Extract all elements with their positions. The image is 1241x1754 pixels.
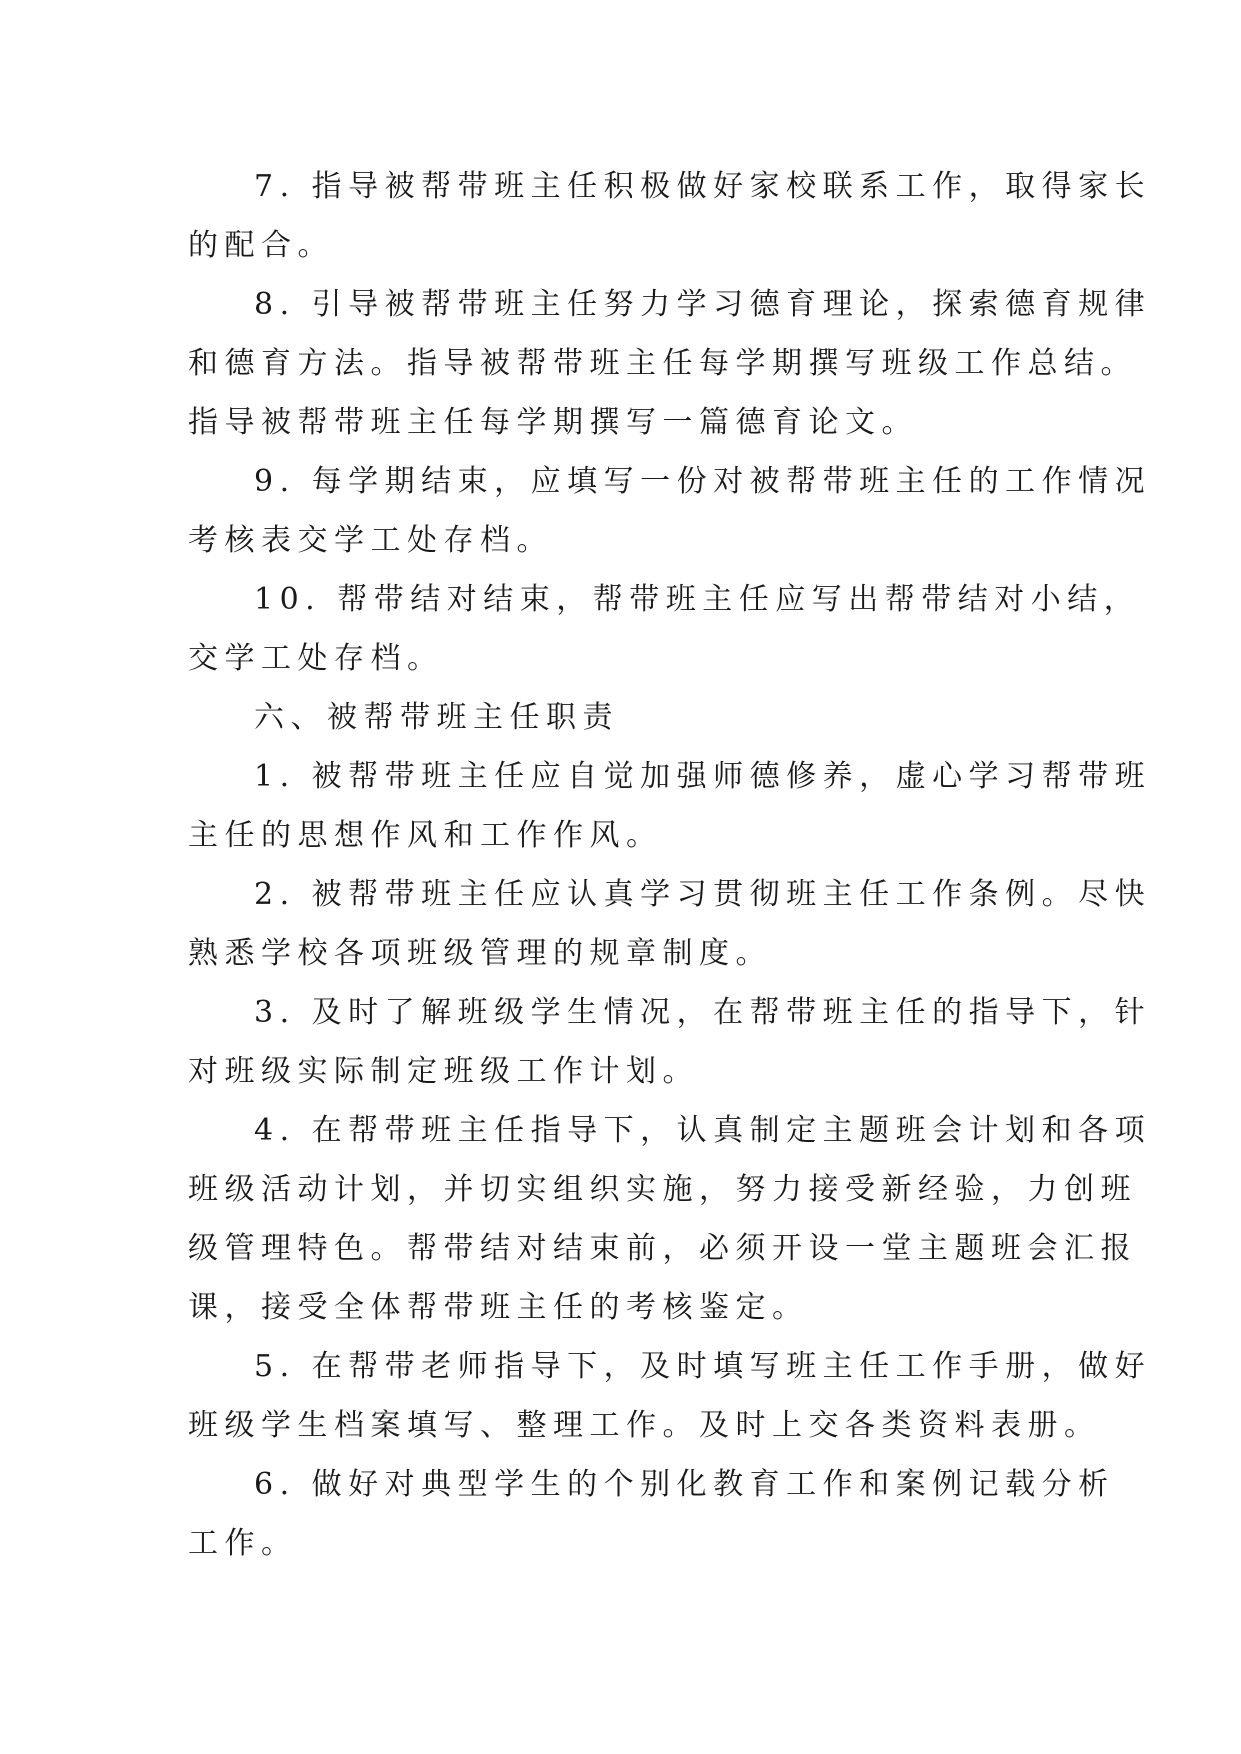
text-line: 1. 被帮带班主任应自觉加强师德修养，虚心学习帮带班	[254, 759, 1152, 794]
text-line: 熟悉学校各项班级管理的规章制度。	[188, 936, 772, 971]
text-line: 10. 帮带结对结束，帮带班主任应写出帮带结对小结，	[254, 582, 1141, 617]
text-line: 课，接受全体帮带班主任的考核鉴定。	[188, 1290, 809, 1325]
text-line: 和德育方法。指导被帮带班主任每学期撰写班级工作总结。	[188, 346, 1137, 381]
paragraph-duty-6	[188, 1455, 1115, 1573]
paragraph-item-10	[188, 570, 1141, 688]
text-line: 指导被帮带班主任每学期撰写一篇德育论文。	[188, 405, 918, 440]
text-line: 7. 指导被帮带班主任积极做好家校联系工作，取得家长	[254, 169, 1152, 204]
text-line: 8. 引导被帮带班主任努力学习德育理论，探索德育规律	[254, 287, 1152, 322]
paragraph-duty-3	[188, 983, 1152, 1101]
paragraph-duty-4	[188, 1101, 1152, 1337]
text-line: 9. 每学期结束，应填写一份对被帮带班主任的工作情况	[254, 464, 1152, 499]
text-line: 主任的思想作风和工作作风。	[188, 818, 663, 853]
paragraph-item-8	[188, 275, 1152, 452]
section-heading-text: 六、被帮带班主任职责	[254, 700, 619, 735]
section-heading-6	[188, 688, 1068, 747]
text-line: 5. 在帮带老师指导下，及时填写班主任工作手册，做好	[254, 1349, 1152, 1384]
text-line: 3. 及时了解班级学生情况，在帮带班主任的指导下，针	[254, 995, 1152, 1030]
paragraph-duty-5	[188, 1337, 1152, 1455]
paragraph-item-7	[188, 157, 1152, 275]
text-line: 6. 做好对典型学生的个别化教育工作和案例记载分析	[254, 1467, 1115, 1502]
text-line: 班级活动计划，并切实组织实施，努力接受新经验，力创班	[188, 1172, 1137, 1207]
text-line: 的配合。	[188, 228, 334, 263]
paragraph-duty-1	[188, 747, 1152, 865]
text-line: 考核表交学工处存档。	[188, 523, 553, 558]
paragraph-item-9	[188, 452, 1152, 570]
text-line: 对班级实际制定班级工作计划。	[188, 1054, 699, 1089]
text-line: 交学工处存档。	[188, 641, 444, 676]
document-body	[188, 157, 1152, 1573]
text-line: 班级学生档案填写、整理工作。及时上交各类资料表册。	[188, 1408, 1101, 1443]
text-line: 工作。	[188, 1526, 298, 1561]
text-line: 2. 被帮带班主任应认真学习贯彻班主任工作条例。尽快	[254, 877, 1152, 912]
paragraph-duty-2	[188, 865, 1152, 983]
text-line: 4. 在帮带班主任指导下，认真制定主题班会计划和各项	[254, 1113, 1152, 1148]
text-line: 级管理特色。帮带结对结束前，必须开设一堂主题班会汇报	[188, 1231, 1137, 1266]
